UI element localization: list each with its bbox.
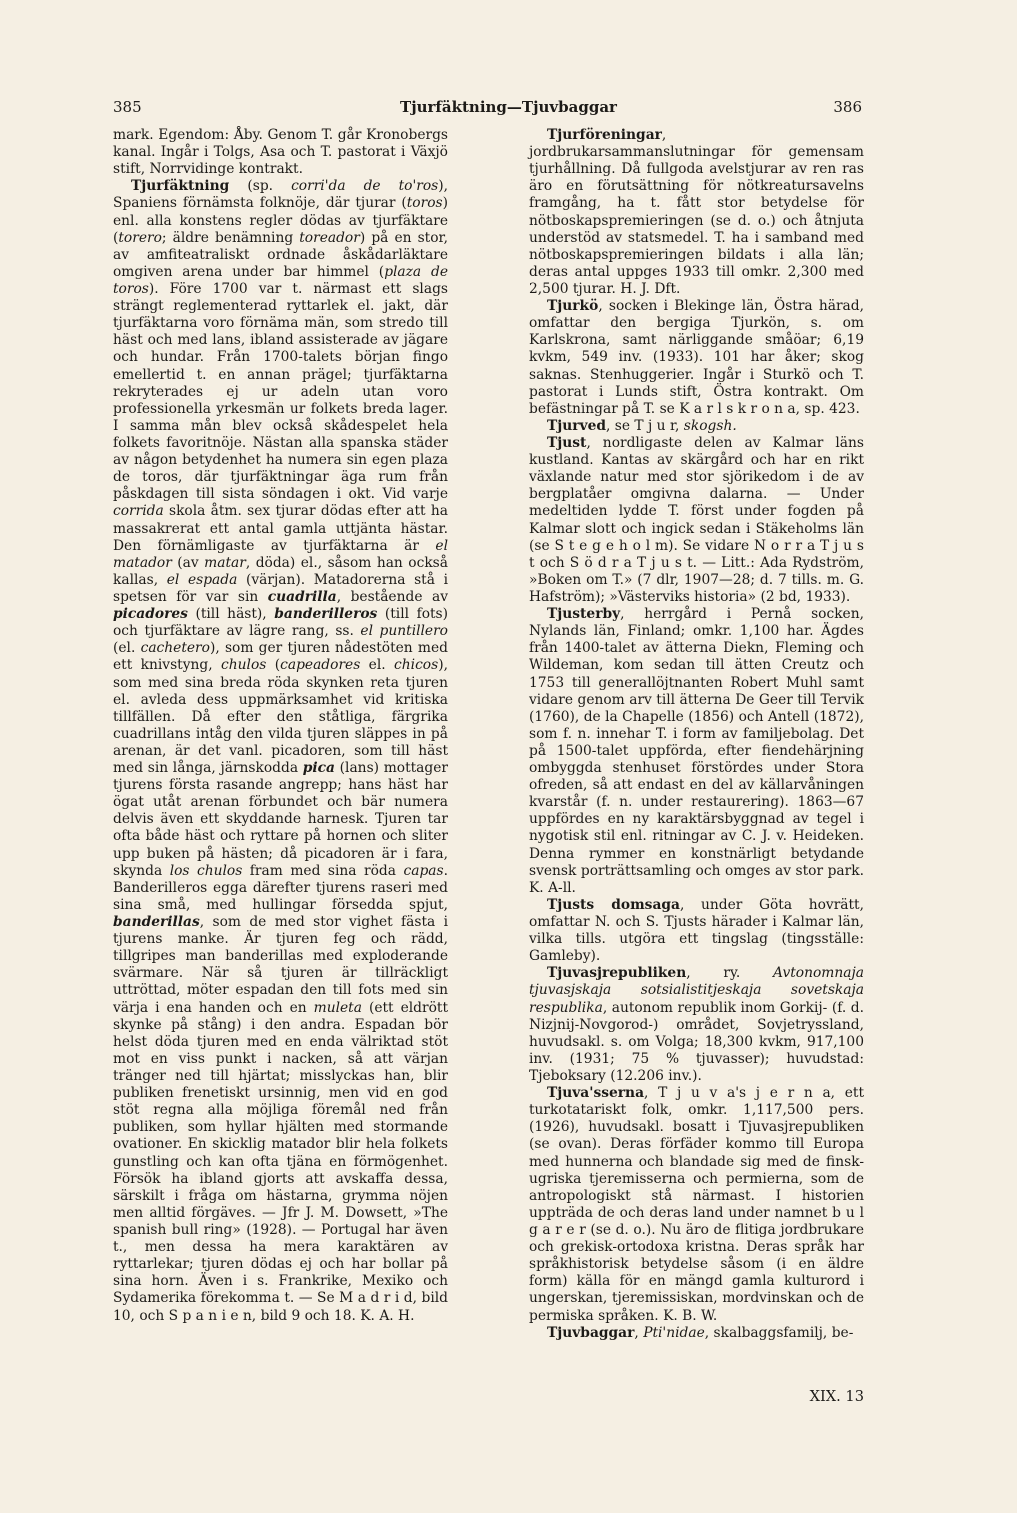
entry-headword: Tjurved — [547, 417, 607, 434]
running-title: Tjurfäktning—Tjuvbaggar — [400, 98, 617, 116]
entry-headword: Tjuvbaggar — [547, 1324, 635, 1341]
entry-tjust: Tjust, nordligaste delen av Kalmar läns kustland. Kantas av skärgård och har en rikt växlande natur med stor sjörikedom i de av bergplatåer omgivna dalarna. — Under medeltiden lydde T. först under fogden på Kalmar slott och ingick sedan i Stäkeholms län (se S t e g e h o l m). Se vidare N o r r a T j u s t och S ö d r a T j u s t. — Litt.: Ada Rydström, »Boken om T.» (7 dlr, 1907—28; d. 7 tills. m. G. Hafström); »Västerviks historia» (2 bd, 1933). — [529, 434, 864, 605]
author-signature: K. A-ll. — [529, 879, 576, 896]
entry-tjurfaktning: Tjurfäktning (sp. corri'da de to'ros), Spaniens förnämsta folknöje, där tjurar (toros) enl. alla konstens regler dödas av tjurfäktare (torero; äldre benämning toreador) på en stor, av amfiteatraliskt ordnade åskådarläktare omgiven arena under bar himmel (plaza de toros). Före 1700 var t. närmast ett slags strängt reglementerad ryttarlek el. jakt, där tjurfäktarna voro förnäma män, som stredo till häst och med lans, ibland assisterade av jägare och hundar. Från 1700-talets början fingo emellertid t. en annan prägel; tjurfäktarna rekryterades ej ur adeln utan voro professionella yrkesmän ur folkets breda lager. I samma mån blev också skådespelet hela folkets favoritnöje. Nästan alla spanska städer av någon betydenhet ha numera sin egen plaza de toros, där tjurfäktningar äga rum från påskdagen till sista söndagen i okt. Vid varje corrida skola åtm. sex tjurar dödas efter att ha massakrerat ett antal gamla uttjänta hästar. Den förnämligaste av tjurfäktarna är el matador (av matar, döda) el., såsom han också kallas, el espada (värjan). Matadorerna stå i spetsen för var sin cuadrilla, bestående av picadores (till häst), banderilleros (till fots) och tjurfäktare av lägre rang, ss. el puntillero (el. cachetero), som ger tjuren nådestöten med ett knivstyng, chulos (capeadores el. chicos), som med sina breda röda skynken reta tjuren el. avleda dess uppmärksamhet vid kritiska tillfällen. Då efter den ståtliga, färgrika cuadrillans intåg den vilda tjuren släppes in på arenan, är det vanl. picadoren, som till häst med sin långa, järnskodda pica (lans) mottager tjurens första rasande angrepp; hans häst har ögat utåt arenan förbundet och bär numera delvis även ett skyddande harnesk. Tjuren tar ofta både häst och ryttare på hornen och sliter upp buken på hästen; då picadoren är i fara, skynda los chulos fram med sina röda capas. Banderilleros egga därefter tjurens raseri med sina små, med hullingar försedda spjut, banderillas, som de med stor vighet fästa i tjurens manke. Är tjuren feg och rädd, tillgripes man banderillas med exploderande svärmare. När så tjuren är tillräckligt uttröttad, möter espadan den till fots med sin värja i ena handen och en muleta (ett eldrött skynke på stång) i den andra. Espadan bör helst döda tjuren med en enda välriktad stöt mot en viss punkt i nacken, så att värjan tränger ned till hjärtat; misslyckas han, blir publiken frenetiskt ursinnig, men vid en god stöt regna alla möjliga föremål ned från publiken, som hyllar hjälten med stormande ovationer. En skicklig matador blir hela folkets gunstling och kan ofta tjäna en förmögenhet. Försök ha ibland gjorts att avskaffa dessa, särskilt i fråga om hästarna, grymma nöjen men alltid förgäves. — Jfr J. M. Dowsett, »The spanish bull ring» (1928). — Portugal har även t., men dessa ha mera karaktären av ryttarlekar; tjuren dödas ej och har bollar på sina horn. Även i s. Frankrike, Mexiko och Sydamerika förekomma t. — Se M a d r i d, bild 10, och S p a n i e n, bild 9 och 18. K. A. H. — [113, 178, 449, 1324]
entry-headword: Tjusterby — [547, 606, 621, 623]
author-signature: H. J. Dft. — [620, 280, 681, 297]
entry-headword: Tjurfäktning — [131, 178, 230, 195]
entry-headword: Tjust — [547, 434, 587, 451]
entry-tjurforeningar: Tjurföreningar, jordbrukarsammanslutningar för gemensam tjurhållning. Då fullgoda avelstjurar av ren ras äro en förutsättning för nötkreatursavelns framgång, ha t. fått stor betydelse för nötboskapspremieringen (se d. o.) och åtnjuta understöd av statsmedel. T. ha i samband med nötboskapspremieringen bildats i alla län; deras antal uppges 1933 till omkr. 2,300 med 2,500 tjurar. H. J. Dft. — [529, 127, 864, 297]
entry-tjuvasserna: Tjuva'sserna, T j u v a's j e r n a, ett turkotatariskt folk, omkr. 1,117,500 pers. (1926), huvudsakl. bosatt i Tjuvasjrepubliken (se ovan). Deras förfäder kommo till Europa med hunnerna och blandade sig med de finsk-ugriska tjeremisserna och permierna, som de antropologiskt stå närmast. I historien uppträda de och deras land under namnet b u l g a r e r (se d. o.). Nu äro de flitiga jordbrukare och grekisk-ortodoxa kristna. Deras språk har språkhistorisk betydelse såsom (i en äldre form) källa för en mängd gamla kulturord i ungerskan, tjeremissiskan, mordvinskan och de permiska språken. K. B. W. — [529, 1085, 864, 1324]
entry-headword: Tjuvasjrepubliken — [547, 965, 687, 982]
entry-tjuvbaggar: Tjuvbaggar, Pti'nidae, skalbaggsfamilj, be- — [547, 1324, 854, 1341]
left-column — [113, 127, 448, 1325]
entry-headword: Tjurföreningar — [547, 127, 662, 143]
entry-headword: Tjusts domsaga — [547, 896, 680, 913]
entry-continuation: mark. Egendom: Åby. Genom T. går Kronobergs kanal. Ingår i Tolgs, Asa och T. pastorat i Växjö stift, Norrvidinge kontrakt. — [113, 127, 448, 178]
entry-tjuvasjrepubliken: Tjuvasjrepubliken, ry. Avtonomnaja tjuvasjskaja sotsialistitjeskaja sovetskaja respublika, autonom republik inom Gorkij- (f. d. Nizjnij-Novgorod-) området, Sovjetryssland, huvudsakl. s. om Volga; 18,300 kvkm, 917,100 inv. (1931; 75 % tjuvasser); huvudstad: Tjeboksary (12.206 inv.). — [529, 965, 864, 1085]
entry-tjusterby: Tjusterby, herrgård i Pernå socken, Nylands län, Finland; omkr. 1,100 har. Ägdes från 1400-talet av ätterna Diekn, Fleming och Wildeman, kom sedan till ätten Creutz och 1753 till generallöjtnanten Robert Muhl samt vidare genom arv till ätterna De Geer till Tervik (1760), de la Chapelle (1856) och Antell (1872), som f. n. innehar T. i form av familjebolag. Det på 1500-talet uppförda, efter fiendehärjning ombyggda stenhuset förstördes under Stora ofreden, så att endast en del av källarvåningen kvarstår (f. n. under restaurering). 1863—67 uppfördes en ny karaktärsbyggnad av tegel i nygotisk stil enl. ritningar av C. J. v. Heideken. Denna rymmer en konstnärligt betydande svensk porträttsamling och omges av stor park. K. A-ll. — [529, 606, 864, 896]
entry-tjusts-domsaga: Tjusts domsaga, under Göta hovrätt, omfattar N. och S. Tjusts härader i Kalmar län, vilka tills. utgöra ett tingslag (tingsställe: Gamleby). — [529, 896, 864, 965]
page-number-left: 385 — [113, 98, 142, 116]
entry-tjurko: Tjurkö, socken i Blekinge län, Östra härad, omfattar den bergiga Tjurkön, s. om Karlskrona, samt närliggande småöar; 6,19 kvkm, 549 inv. (1933). 101 har åker; skog saknas. Stenhuggerier. Ingår i Sturkö och T. pastorat i Lunds stift, Östra kontrakt. Om befästningar på T. se K a r l s k r o n a, sp. 423. — [529, 298, 864, 417]
author-signature: K. B. W. — [663, 1307, 718, 1324]
page-header — [0, 98, 1017, 122]
entry-headword: Tjuva'sserna — [547, 1085, 645, 1102]
page-number-right: 386 — [833, 98, 862, 116]
entry-headword: Tjurkö — [547, 298, 599, 315]
signature-mark: XIX. 13 — [809, 1388, 864, 1405]
right-column — [529, 127, 864, 1342]
entry-tjurved: Tjurved, se T j u r, skogsh. — [547, 417, 737, 434]
